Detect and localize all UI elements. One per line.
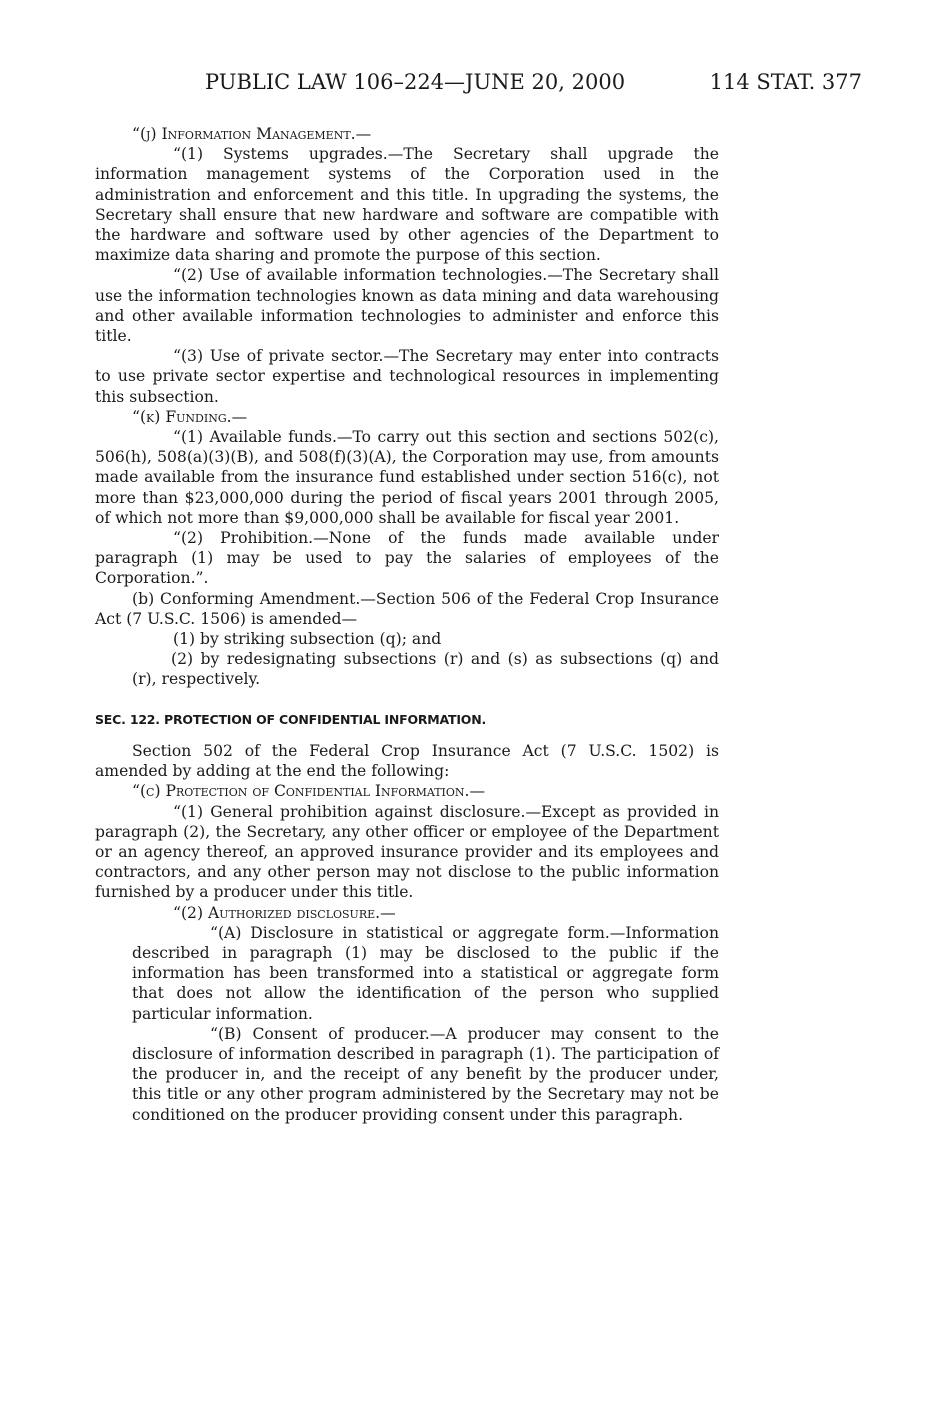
subparagraph-b-consent: “(B) Consent of producer.—A producer may consent to the disclosure of information described in paragraph (1). The participation of the producer in, and the receipt of any benefit by the producer under, this title or any other program administered by the Secretary may not be conditioned on the producer providing consent under this paragraph. [132, 1024, 719, 1124]
paragraph-c2-authorized-disclosure: “(2) Authorized disclosure.— [173, 903, 396, 922]
paragraph-k2-prohibition: “(2) Prohibition.—None of the funds made available under paragraph (1) may be used to pay the salaries of employees of the Corporation.”. [95, 529, 719, 588]
section-122-intro: Section 502 of the Federal Crop Insurance Act (7 U.S.C. 1502) is amended by adding at the end the following: [95, 741, 719, 781]
subparagraph-a-statistical-form: “(A) Disclosure in statistical or aggregate form.—Information described in paragraph (1) may be disclosed to the public if the information has been transformed into a statistical or aggregate form that does not allow the identification of the person who supplied particular information. [132, 923, 719, 1023]
section-122-heading: SEC. 122. PROTECTION OF CONFIDENTIAL INFORMATION. [95, 711, 487, 727]
running-head-title: PUBLIC LAW 106–224—JUNE 20, 2000 [205, 70, 626, 94]
page-header [0, 70, 949, 100]
paragraph-c1-general-prohibition: “(1) General prohibition against disclosure.—Except as provided in paragraph (2), the Secretary, any other officer or employee of the Department or an agency thereof, an approved insurance provider and its employees and contractors, and any other person may not disclose to the public information furnished by a producer under this title. [95, 802, 719, 902]
subsection-b-conforming-amendment: (b) Conforming Amendment.—Section 506 of the Federal Crop Insurance Act (7 U.S.C. 1506) is amended— [95, 589, 719, 628]
subsection-k-heading: “(k) Funding.— [132, 407, 248, 426]
subsection-c-heading: “(c) Protection of Confidential Information.— [132, 782, 486, 801]
amendment-item-1: (1) by striking subsection (q); and [173, 630, 442, 649]
document-body [95, 124, 719, 1125]
paragraph-j3-private-sector: “(3) Use of private sector.—The Secretary may enter into contracts to use private sector expertise and technological resources in implementing this subsection. [95, 347, 719, 406]
paragraph-j2-available-technologies: “(2) Use of available information technologies.—The Secretary shall use the information technologies known as data mining and data warehousing and other available information technologies to administer and enforce this title. [95, 266, 719, 346]
paragraph-k1-available-funds: “(1) Available funds.—To carry out this section and sections 502(c), 506(h), 508(a)(3)(B), and 508(f)(3)(A), the Corporation may use, from amounts made available from the insurance fund established under section 516(c), not more than $23,000,000 during the period of fiscal years 2001 through 2005, of which not more than $9,000,000 shall be available for fiscal year 2001. [95, 428, 719, 527]
subsection-j-heading: “(j) Information Management.— [132, 125, 372, 143]
paragraph-j1-systems-upgrades: “(1) Systems upgrades.—The Secretary shall upgrade the information management systems of the Corporation used in the administration and enforcement and this title. In upgrading the systems, the Secretary shall ensure that new hardware and software are compatible with the hardware and software used by other agencies of the Department to maximize data sharing and promote the purpose of this section. [95, 145, 719, 265]
statute-page-number: 114 STAT. 377 [709, 70, 862, 94]
amendment-item-2: (2) by redesignating subsections (r) and (s) as subsections (q) and (r), respectively. [132, 650, 719, 689]
